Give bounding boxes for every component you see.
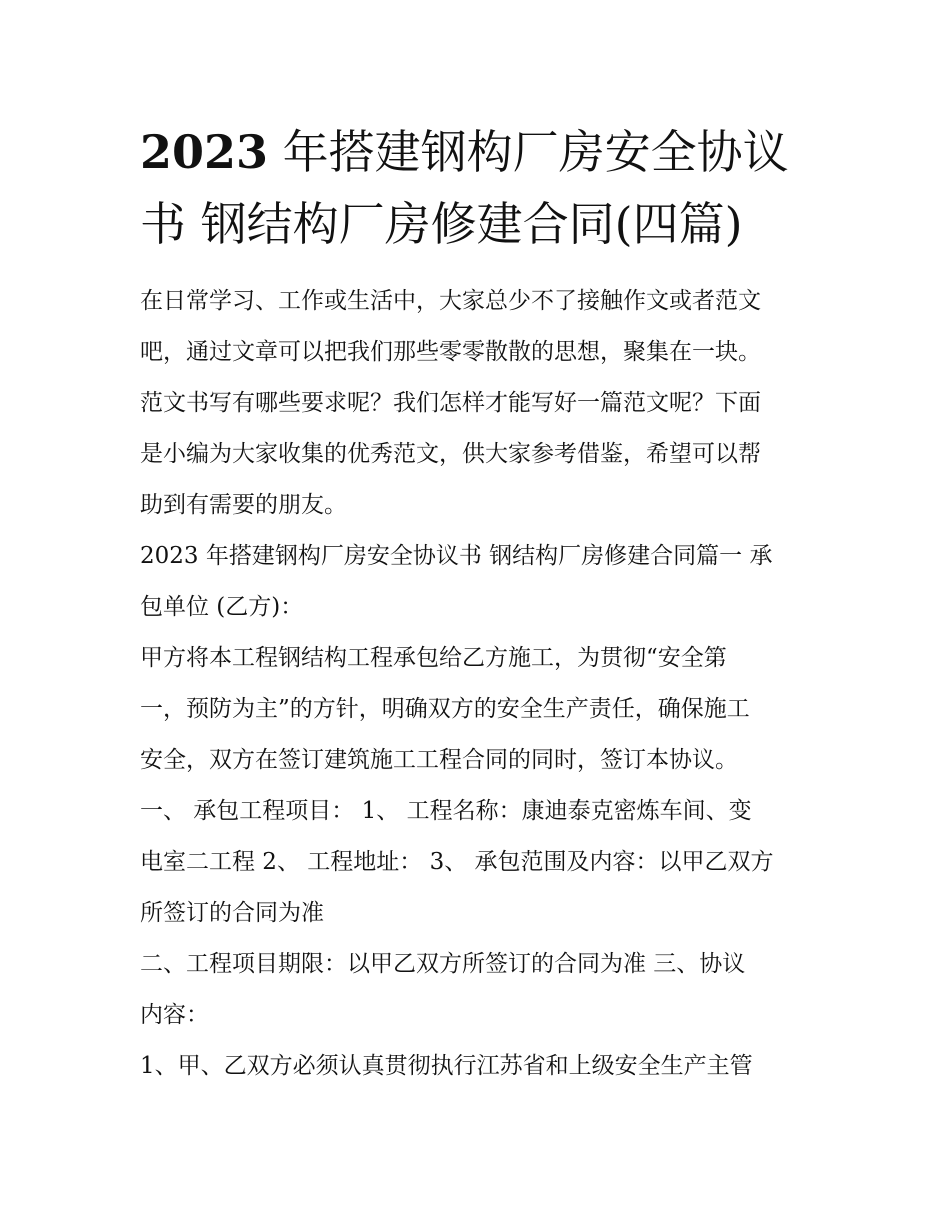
title-year: 2023 xyxy=(140,125,269,179)
body-line: 甲方将本工程钢结构工程承包给乙方施工，为贯彻“安全第 xyxy=(140,645,727,671)
title-line-2: 书 钢结构厂房修建合同(四篇) xyxy=(140,197,743,251)
body-line: 电室二工程 2、 工程地址： 3、 承包范围及内容：以甲乙双方 xyxy=(140,849,774,875)
document-title xyxy=(140,116,820,260)
body-line: 范文书写有哪些要求呢？我们怎样才能写好一篇范文呢？下面 xyxy=(140,390,761,416)
body-line: 包单位 (乙方)： xyxy=(140,594,304,620)
title-line-1-rest: 年搭建钢构厂房安全协议 xyxy=(268,125,789,179)
body-line: 1、甲、乙双方必须认真贯彻执行江苏省和上级安全生产主管 xyxy=(140,1053,753,1079)
body-line: 二、工程项目期限：以甲乙双方所签订的合同为准 三、协议 xyxy=(140,951,746,977)
body-line: 安全，双方在签订建筑施工工程合同的同时，签订本协议。 xyxy=(140,747,738,773)
title-line-1 xyxy=(140,116,820,188)
body-line: 在日常学习、工作或生活中，大家总少不了接触作文或者范文 xyxy=(140,288,761,314)
document-body xyxy=(140,276,830,1092)
body-line: 助到有需要的朋友。 xyxy=(140,492,347,518)
body-line: 是小编为大家收集的优秀范文，供大家参考借鉴，希望可以帮 xyxy=(140,441,761,467)
body-line: 所签订的合同为准 xyxy=(140,900,324,926)
body-line: 内容： xyxy=(140,1002,209,1028)
body-line: 吧，通过文章可以把我们那些零零散散的思想，聚集在一块。 xyxy=(140,339,761,365)
body-line: 一、 承包工程项目： 1、 工程名称：康迪泰克密炼车间、变 xyxy=(140,798,752,824)
body-line: 一，预防为主”的方针，明确双方的安全生产责任，确保施工 xyxy=(140,696,750,722)
body-line: 2023 年搭建钢构厂房安全协议书 钢结构厂房修建合同篇一 承 xyxy=(140,543,773,569)
